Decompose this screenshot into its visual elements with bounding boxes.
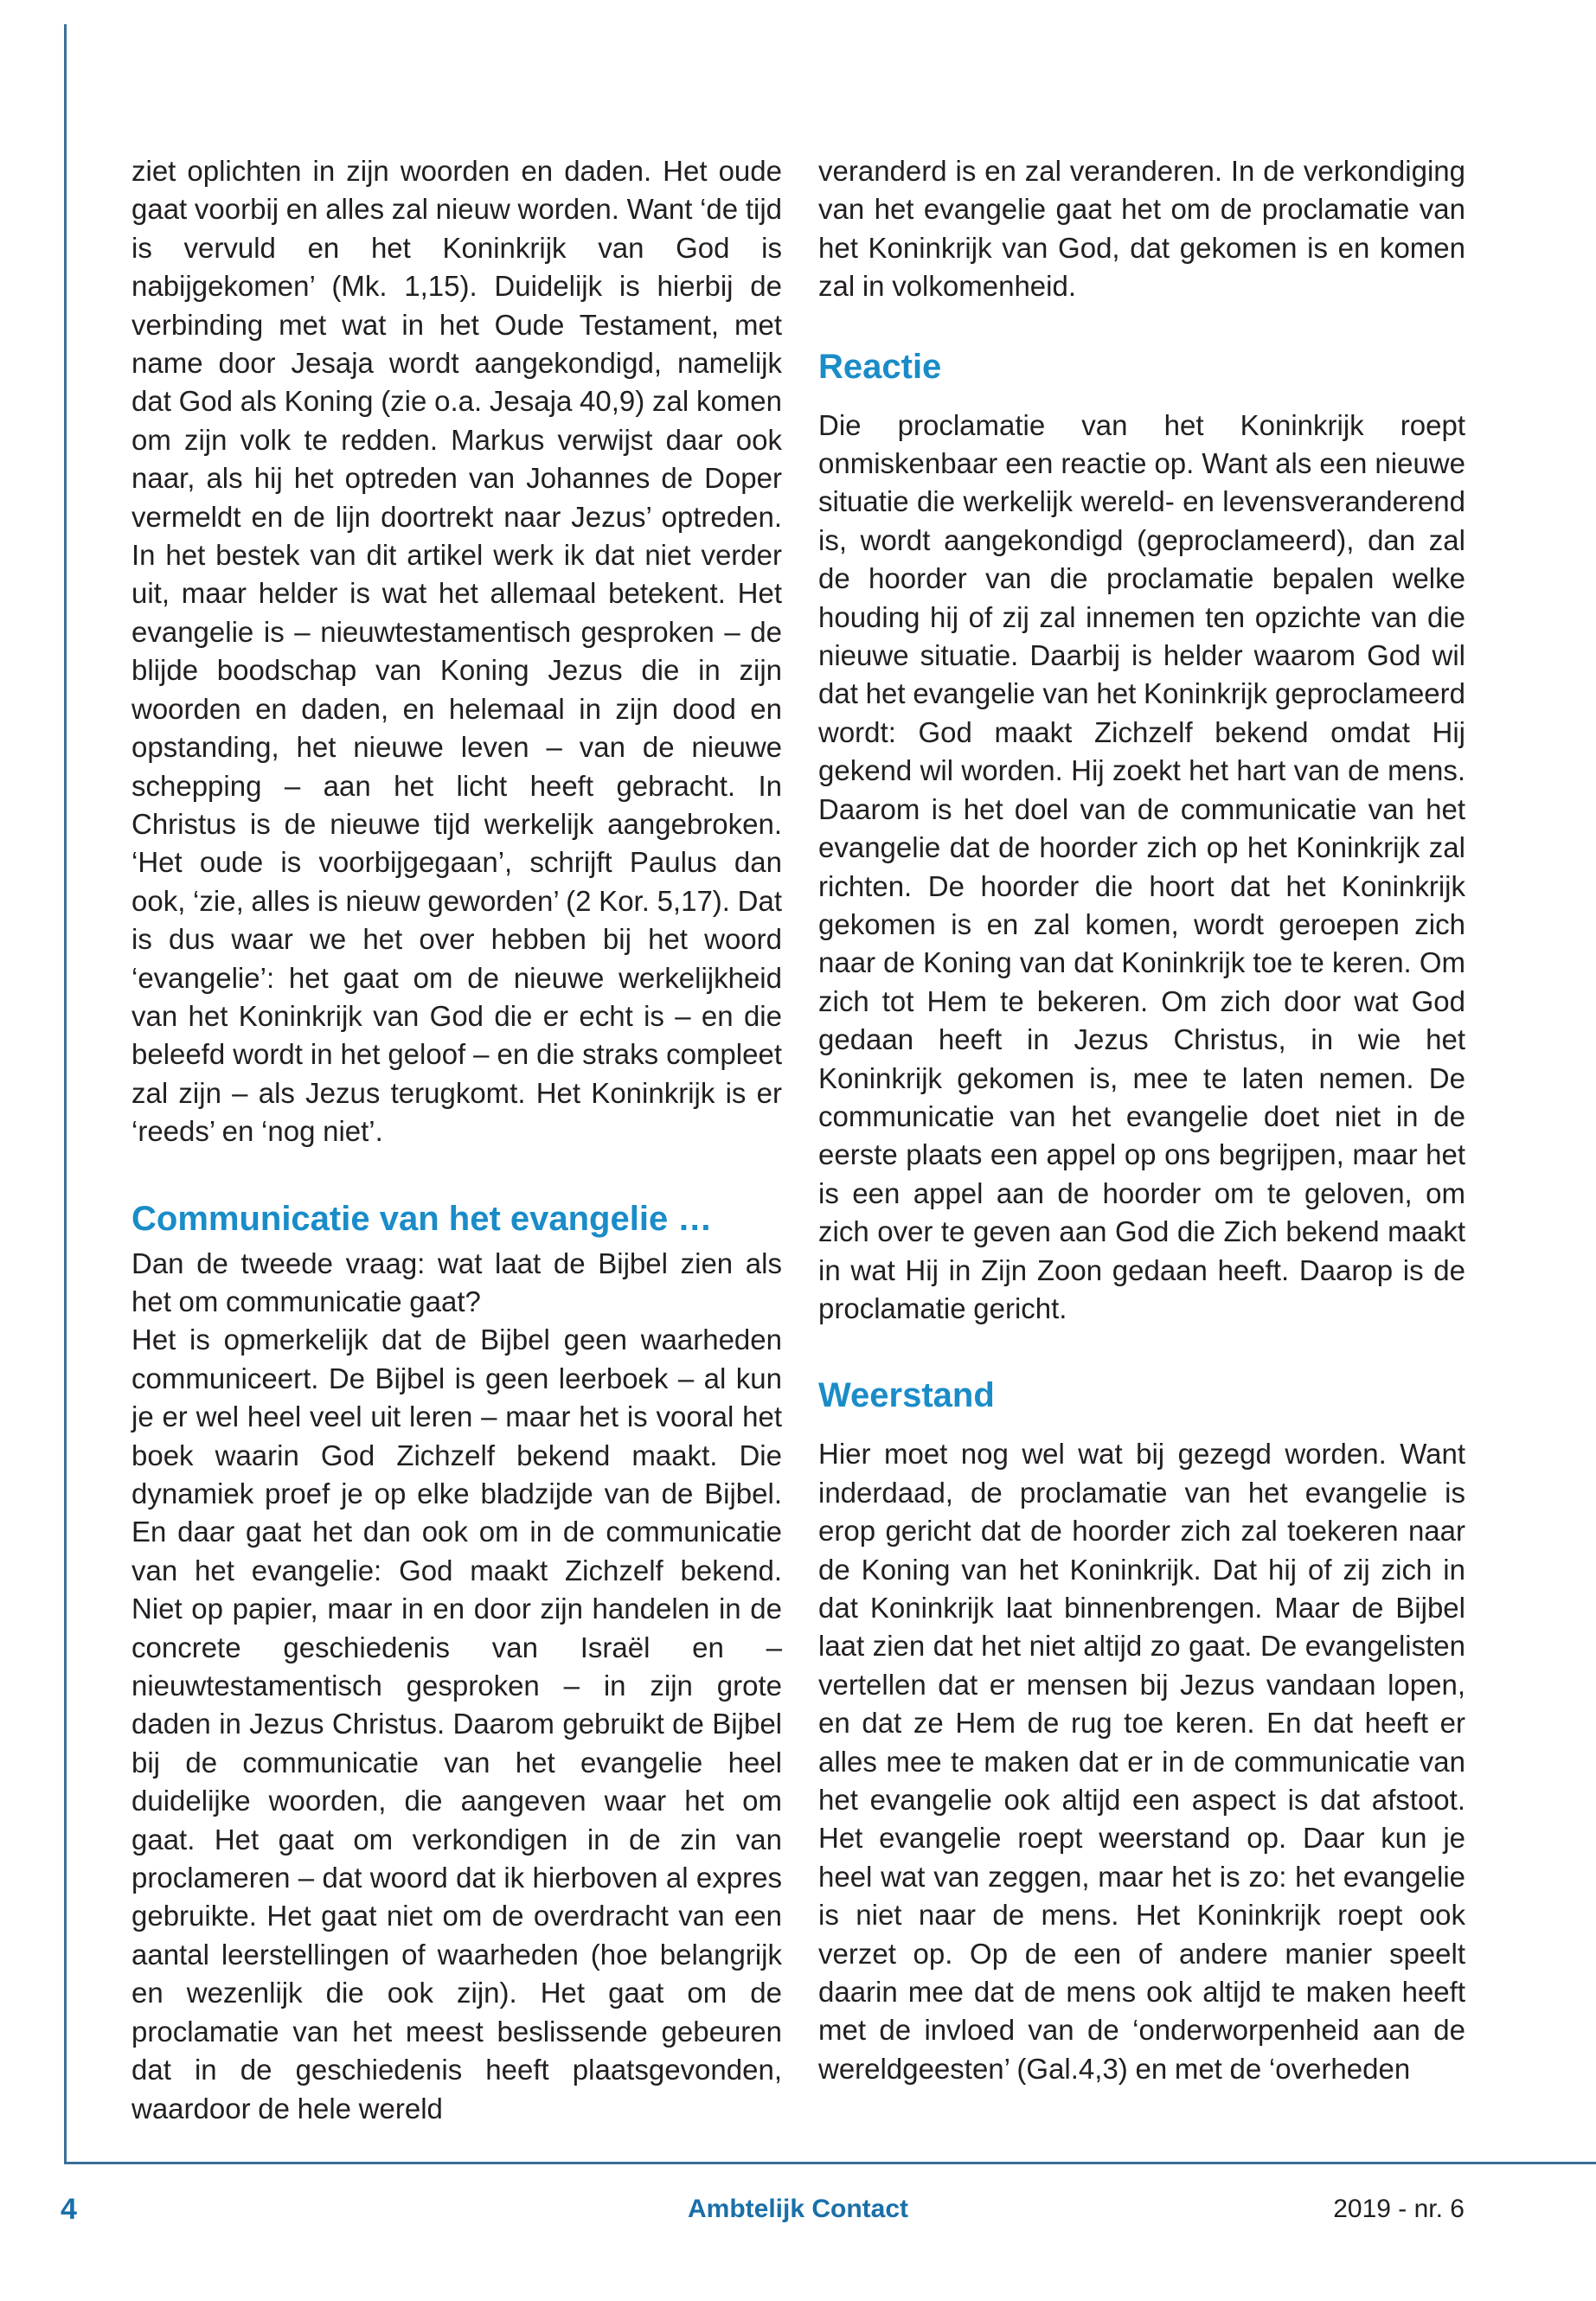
- page-number: 4: [61, 2193, 77, 2226]
- heading-communicatie: Communicatie van het evangelie …: [131, 1199, 713, 1238]
- magazine-title: Ambtelijk Contact: [687, 2195, 909, 2223]
- heading-reactie: Reactie: [818, 347, 942, 386]
- left-paragraph-2: Dan de tweede vraag: wat laat de Bijbel zien als het om communicatie gaat?: [131, 1247, 782, 1317]
- heading-weerstand: Weerstand: [818, 1376, 995, 1415]
- right-paragraph-3: Hier moet nog wel wat bij gezegd worden. Want inderdaad, de proclamatie van het evangelie is erop gericht dat de hoorder zich zal toekeren naar de Koning van het Koninkrijk. Dat hij of zij zich in dat Koninkrijk laat binnenbrengen. Maar de Bijbel laat zien dat het niet altijd zo gaat. De evangelisten vertellen dat er mensen bij Jezus vandaan lopen, en dat ze Hem de rug toe keren. En dat heeft er alles mee te maken dat er in de communicatie van het evangelie ook altijd een aspect is dat afstoot. Het evangelie roept weerstand op. Daar kun je heel wat van zeggen, maar het is zo: het evangelie is niet naar de mens. Het Koninkrijk roept ook verzet op. Op de een of andere manier speelt daarin mee dat de mens ook altijd te maken heeft met de invloed van de ‘onderworpenheid aan de wereldgeesten’ (Gal.4,3) en met de ‘overheden: [818, 1438, 1465, 2085]
- left-paragraph-1: ziet oplichten in zijn woorden en daden. Het oude gaat voorbij en alles zal nieuw worden. Want ‘de tijd is vervuld en het Koninkrijk van God is nabijgekomen’ (Mk. 1,15). Duidelijk is hierbij de verbinding met wat in het Oude Testament, met name door Jesaja wordt aangekondigd, namelijk dat God als Koning (zie o.a. Jesaja 40,9) zal komen om zijn volk te redden. Markus verwijst daar ook naar, als hij het optreden van Johannes de Doper vermeldt en de lijn doortrekt naar Jezus’ optreden. In het bestek van dit artikel werk ik dat niet verder uit, maar helder is wat het allemaal betekent. Het evangelie is – nieuwtestamentisch gesproken – de blijde boodschap van Koning Jezus die in zijn woorden en daden, en helemaal in zijn dood en opstanding, het nieuwe leven – van de nieuwe schepping – aan het licht heeft gebracht. In Christus is de nieuwe tijd werkelijk aangebroken. ‘Het oude is voorbijgegaan’, schrijft Paulus dan ook, ‘zie, alles is nieuw geworden’ (2 Kor. 5,17). Dat is dus waar we het over hebben bij het woord ‘evangelie’: het gaat om de nieuwe werkelijkheid van het Koninkrijk van God die er echt is – en die beleefd wordt in het geloof – en die straks compleet zal zijn – als Jezus terugkomt. Het Koninkrijk is er ‘reeds’ en ‘nog niet’.: [131, 155, 782, 1148]
- issue-number: 2019 - nr. 6: [1333, 2195, 1465, 2223]
- page-margin-rule: [64, 24, 67, 2164]
- footer-rule: [64, 2162, 1596, 2164]
- left-paragraph-3: Het is opmerkelijk dat de Bijbel geen waarheden communiceert. De Bijbel is geen leerboek – al kun je er wel heel veel uit leren – maar het is vooral het boek waarin God Zichzelf bekend maakt. Die dynamiek proef je op elke bladzijde van de Bijbel. En daar gaat het dan ook om in de communicatie van het evangelie: God maakt Zichzelf bekend. Niet op papier, maar in en door zijn handelen in de concrete geschiedenis van Israël en – nieuwtestamentisch gesproken – in zijn grote daden in Jezus Christus. Daarom gebruikt de Bijbel bij de communicatie van het evangelie heel duidelijke woorden, die aangeven waar het om gaat. Het gaat om verkondigen in de zin van proclameren – dat woord dat ik hierboven al expres gebruikte. Het gaat niet om de overdracht van een aantal leerstellingen of waarheden (hoe belangrijk en wezenlijk die ook zijn). Het gaat om de proclamatie van het meest beslissende gebeuren dat in de geschiedenis heeft plaatsgevonden, waardoor de hele wereld: [131, 1324, 782, 2125]
- right-paragraph-2: Die proclamatie van het Koninkrijk roept onmiskenbaar een reactie op. Want als een nieuwe situatie die werkelijk wereld- en levensveranderend is, wordt aangekondigd (geproclameerd), dan zal de hoorder van die proclamatie bepalen welke houding hij of zij zal innemen ten opzichte van die nieuwe situatie. Daarbij is helder waarom God wil dat het evangelie van het Koninkrijk geproclameerd wordt: God maakt Zichzelf bekend omdat Hij gekend wil worden. Hij zoekt het hart van de mens. Daarom is het doel van de communicatie van het evangelie dat de hoorder zich op het Koninkrijk zal richten. De hoorder die hoort dat het Koninkrijk gekomen is en zal komen, wordt geroepen zich naar de Koning van dat Koninkrijk toe te keren. Om zich tot Hem te bekeren. Om zich door wat God gedaan heeft in Jezus Christus, in wie het Koninkrijk gekomen is, mee te laten nemen. De communicatie van het evangelie doet niet in de eerste plaats een appel op ons begrijpen, maar het is een appel aan de hoorder om te geloven, om zich over te geven aan God die Zich bekend maakt in wat Hij in Zijn Zoon gedaan heeft. Daarop is de proclamatie gericht.: [818, 408, 1465, 1324]
- right-column: [818, 152, 1465, 2088]
- left-column: [131, 152, 782, 2128]
- right-paragraph-1: veranderd is en zal veranderen. In de verkondiging van het evangelie gaat het om de proclamatie van het Koninkrijk van God, dat gekomen is en komen zal in volkomenheid.: [818, 155, 1465, 303]
